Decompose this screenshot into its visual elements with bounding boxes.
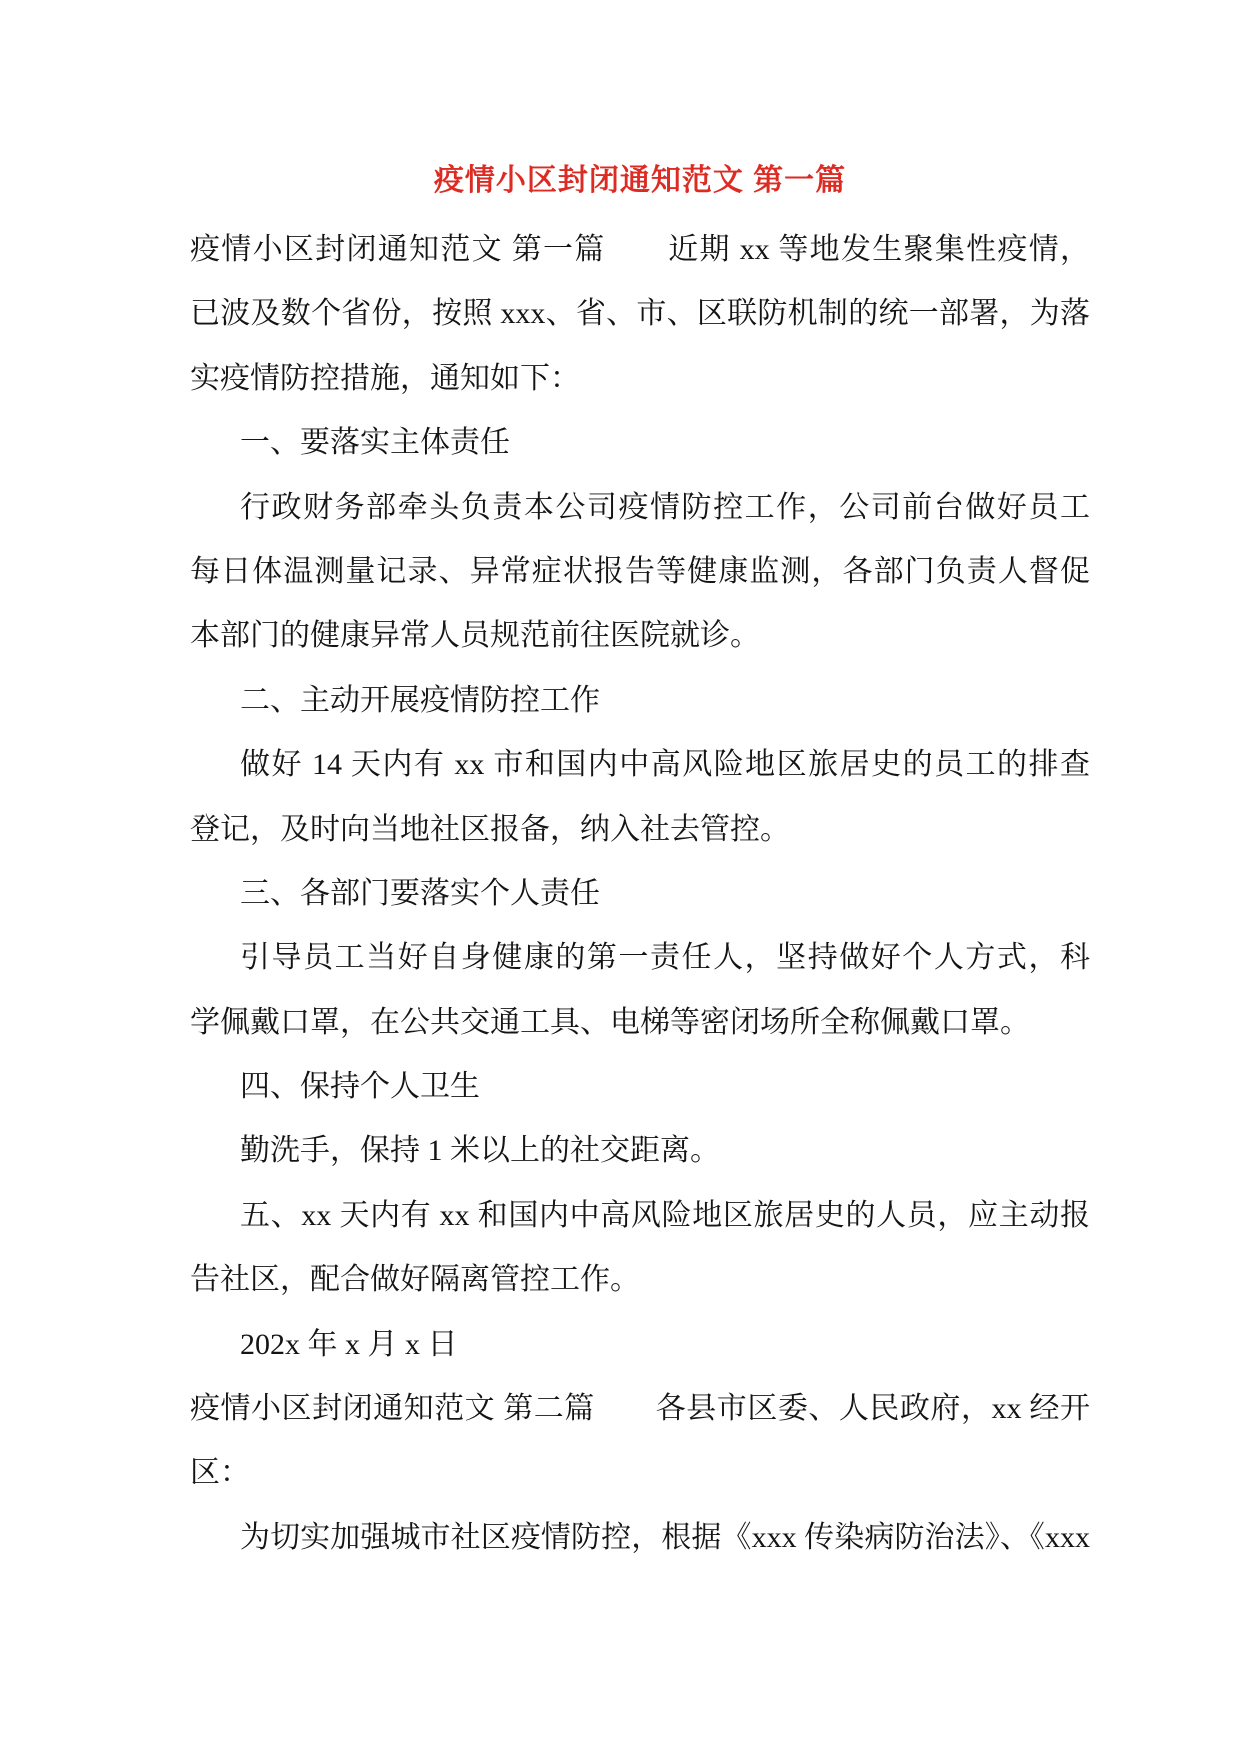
document-title: 疫情小区封闭通知范文 第一篇 <box>433 164 847 197</box>
document-body <box>190 218 1090 1570</box>
text-line: 登记，及时向当地社区报备，纳入社去管控。 <box>190 812 790 846</box>
text-line: 疫情小区封闭通知范文 第一篇 近期 xx 等地发生聚集性疫情， <box>190 233 1090 266</box>
text-line: 为切实加强城市社区疫情防控，根据《xxx 传染病防治法》、《xxx <box>240 1520 1090 1554</box>
text-line: 本部门的健康异常人员规范前往医院就诊。 <box>190 619 760 653</box>
text-line: 202x 年 x 月 x 日 <box>240 1327 458 1361</box>
text-line: 一、要落实主体责任 <box>240 426 510 460</box>
text-line: 勤洗手，保持 1 米以上的社交距离。 <box>240 1134 720 1168</box>
text-line: 学佩戴口罩，在公共交通工具、电梯等密闭场所全称佩戴口罩。 <box>190 1005 1030 1039</box>
text-line: 引导员工当好自身健康的第一责任人，坚持做好个人方式，科 <box>240 941 1090 975</box>
text-line: 做好 14 天内有 xx 市和国内中高风险地区旅居史的员工的排查 <box>240 748 1090 782</box>
text-line: 告社区，配合做好隔离管控工作。 <box>190 1263 640 1297</box>
text-line: 四、保持个人卫生 <box>240 1070 480 1104</box>
text-line: 行政财务部牵头负责本公司疫情防控工作，公司前台做好员工 <box>240 490 1090 524</box>
text-line: 实疫情防控措施，通知如下： <box>190 361 580 395</box>
text-line: 已波及数个省份，按照 xxx、省、市、区联防机制的统一部署，为落 <box>190 297 1090 331</box>
text-line: 疫情小区封闭通知范文 第二篇 各县市区委、人民政府，xx 经开 <box>190 1392 1090 1426</box>
text-line: 二、主动开展疫情防控工作 <box>240 683 600 717</box>
text-line: 每日体温测量记录、异常症状报告等健康监测，各部门负责人督促 <box>190 554 1090 588</box>
text-line: 五、xx 天内有 xx 和国内中高风险地区旅居史的人员，应主动报 <box>240 1198 1090 1232</box>
text-line: 三、各部门要落实个人责任 <box>240 876 600 910</box>
text-line: 区： <box>190 1456 250 1490</box>
